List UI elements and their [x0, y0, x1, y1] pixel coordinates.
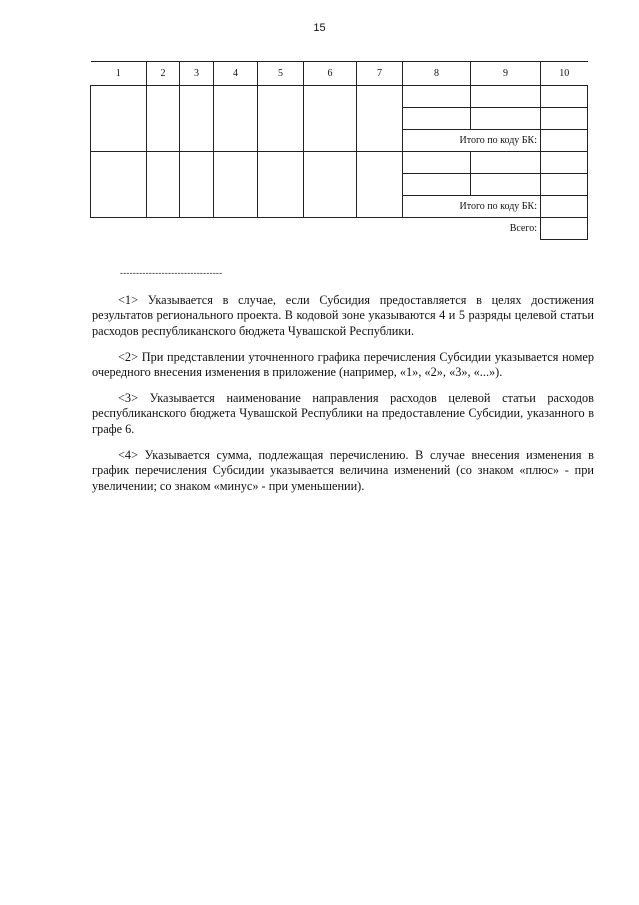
column-header: 4 [214, 62, 258, 86]
table-cell [471, 152, 541, 174]
table-spacer [91, 218, 403, 240]
table-row [91, 152, 588, 174]
table-header-row [91, 62, 588, 86]
column-header: 6 [304, 62, 357, 86]
table-cell [91, 152, 147, 218]
table-cell [258, 86, 304, 152]
column-header: 9 [471, 62, 541, 86]
table-row [91, 86, 588, 108]
table-cell [304, 152, 357, 218]
table-cell [541, 108, 588, 130]
table-cell [541, 86, 588, 108]
payment-schedule-table [90, 61, 588, 240]
subtotal-cell [541, 196, 588, 218]
column-header: 5 [258, 62, 304, 86]
table-cell [541, 152, 588, 174]
table-cell [147, 86, 180, 152]
table-cell [403, 86, 471, 108]
footnote-separator: -------------------------------- [120, 268, 223, 278]
table-cell [541, 174, 588, 196]
subtotal-label: Итого по коду БК: [403, 130, 541, 152]
table-cell [471, 108, 541, 130]
table-cell [147, 152, 180, 218]
column-header: 2 [147, 62, 180, 86]
total-label: Всего: [403, 218, 541, 240]
column-header: 3 [180, 62, 214, 86]
column-header: 1 [91, 62, 147, 86]
table-cell [357, 86, 403, 152]
table-cell [471, 86, 541, 108]
table-cell [304, 86, 357, 152]
footnote-1: <1> Указывается в случае, если Субсидия предоставляется в целях достижения результатов регионального проекта. В кодовой зоне указываются 4 и 5 разряды целевой статьи расходов республиканского бюджета Чувашской Республики. [92, 293, 594, 338]
footnote-4: <4> Указывается сумма, подлежащая перечислению. В случае внесения изменения в график перечисления Субсидии указывается величина изменений (со знаком «плюс» - при увеличении; со знаком «минус» - при уменьшении). [92, 448, 594, 493]
table-cell [214, 152, 258, 218]
table-cell [403, 152, 471, 174]
table-cell [258, 152, 304, 218]
subtotal-label: Итого по коду БК: [403, 196, 541, 218]
table-cell [471, 174, 541, 196]
footnote-2: <2> При представлении уточненного графика перечисления Субсидии указывается номер очередного внесения изменения в приложение (например, «1», «2», «3», «...»). [92, 350, 594, 380]
total-cell [541, 218, 588, 240]
table-cell [214, 86, 258, 152]
total-row [91, 218, 588, 240]
subtotal-cell [541, 130, 588, 152]
table-cell [357, 152, 403, 218]
table-cell [180, 152, 214, 218]
table-cell [403, 174, 471, 196]
footnote-3: <3> Указывается наименование направления расходов целевой статьи расходов республиканского бюджета Чувашской Республики на предоставление Субсидии, указанного в графе 6. [92, 391, 594, 436]
column-header: 7 [357, 62, 403, 86]
table-cell [180, 86, 214, 152]
page-number: 15 [313, 22, 326, 34]
column-header: 10 [541, 62, 588, 86]
table-cell [403, 108, 471, 130]
table-cell [91, 86, 147, 152]
column-header: 8 [403, 62, 471, 86]
